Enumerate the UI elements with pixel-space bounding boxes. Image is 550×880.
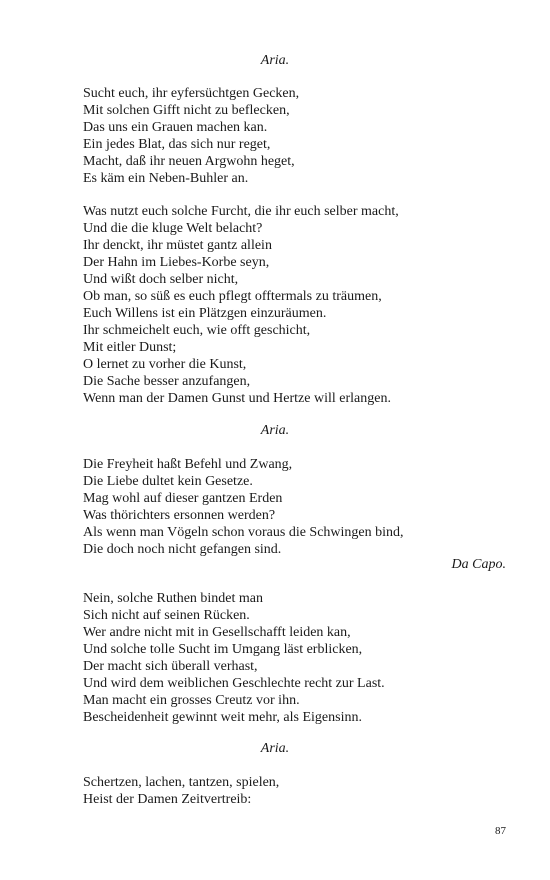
- verse-line: Nein, solche Ruthen bindet man: [83, 591, 264, 606]
- stanza-1: [83, 85, 513, 187]
- verse-line: Die Freyheit haßt Befehl und Zwang,: [83, 457, 293, 472]
- verse-line: Mit solchen Gifft nicht zu beflecken,: [83, 103, 290, 118]
- verse-line: Was nutzt euch solche Furcht, die ihr euch selber macht,: [83, 204, 399, 219]
- verse-line: Man macht ein grosses Creutz vor ihn.: [83, 693, 300, 708]
- verse-line: Als wenn man Vögeln schon voraus die Schwingen bind,: [83, 525, 404, 540]
- stanza-3: [83, 456, 513, 558]
- verse-line: Die Sache besser anzufangen,: [83, 374, 251, 389]
- stanza-4: [83, 590, 513, 726]
- verse-line: Wenn man der Damen Gunst und Hertze will erlangen.: [83, 391, 391, 406]
- verse-line: Euch Willens ist ein Plätzgen einzuräumen.: [83, 306, 327, 321]
- aria-heading-3: Aria.: [260, 741, 290, 756]
- verse-line: Sich nicht auf seinen Rücken.: [83, 608, 250, 623]
- verse-line: Schertzen, lachen, tantzen, spielen,: [83, 775, 280, 790]
- page-number: 87: [495, 825, 506, 837]
- verse-line: Bescheidenheit gewinnt weit mehr, als Eigensinn.: [83, 710, 362, 725]
- verse-line: Wer andre nicht mit in Gesellschafft leiden kan,: [83, 625, 351, 640]
- verse-line: Und die die kluge Welt belacht?: [83, 221, 263, 236]
- verse-line: Ob man, so süß es euch pflegt offtermals zu träumen,: [83, 289, 382, 304]
- verse-line: Es käm ein Neben-Buhler an.: [83, 171, 249, 186]
- verse-line: Die Liebe dultet kein Gesetze.: [83, 474, 253, 489]
- verse-line: Mit eitler Dunst;: [83, 340, 177, 355]
- verse-line: Die doch noch nicht gefangen sind.: [83, 542, 282, 557]
- da-capo-marking: Da Capo.: [451, 557, 506, 572]
- verse-line: Mag wohl auf dieser gantzen Erden: [83, 491, 283, 506]
- verse-line: O lernet zu vorher die Kunst,: [83, 357, 247, 372]
- verse-line: Heist der Damen Zeitvertreib:: [83, 792, 252, 807]
- verse-line: Ihr schmeichelt euch, wie offt geschicht,: [83, 323, 311, 338]
- verse-line: Der Hahn im Liebes-Korbe seyn,: [83, 255, 270, 270]
- verse-line: Der macht sich überall verhast,: [83, 659, 258, 674]
- verse-line: Und wißt doch selber nicht,: [83, 272, 239, 287]
- verse-line: Was thörichters ersonnen werden?: [83, 508, 276, 523]
- verse-line: Ein jedes Blat, das sich nur reget,: [83, 137, 271, 152]
- aria-heading-2: Aria.: [260, 423, 290, 438]
- verse-line: Und wird dem weiblichen Geschlechte recht zur Last.: [83, 676, 385, 691]
- verse-line: Das uns ein Grauen machen kan.: [83, 120, 268, 135]
- aria-heading-1: Aria.: [260, 53, 290, 68]
- verse-line: Ihr denckt, ihr müstet gantz allein: [83, 238, 272, 253]
- verse-line: Und solche tolle Sucht im Umgang läst erblicken,: [83, 642, 363, 657]
- stanza-5: [83, 774, 513, 808]
- stanza-2: [83, 203, 513, 407]
- verse-line: Sucht euch, ihr eyfersüchtgen Gecken,: [83, 86, 300, 101]
- verse-line: Macht, daß ihr neuen Argwohn heget,: [83, 154, 295, 169]
